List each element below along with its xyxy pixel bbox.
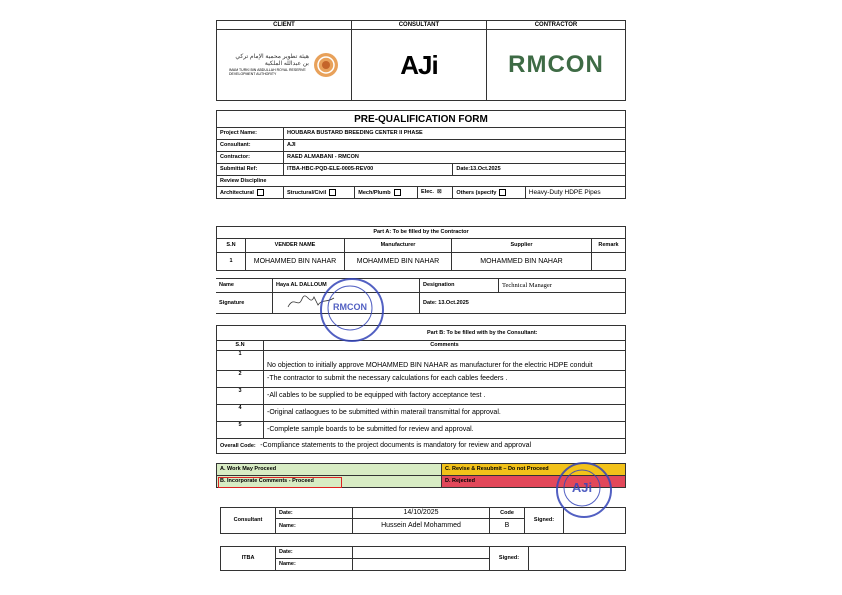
aji-stamp-text: AJi	[571, 480, 593, 495]
header-table	[216, 20, 626, 101]
itba-date-label: Date:	[276, 547, 353, 559]
code-b[interactable]: B. Incorporate Comments - Proceed	[217, 476, 442, 488]
part-a-vender-header: VENDER NAME	[246, 239, 345, 253]
part-a-row-remark	[592, 253, 626, 271]
discipline-structural[interactable]: Structural/Civil	[284, 187, 355, 199]
checkbox-architectural[interactable]	[257, 189, 264, 196]
table-row	[217, 422, 626, 439]
consultant-name-value: Hussein Adel Mohammed	[353, 519, 490, 534]
discipline-row	[217, 187, 626, 199]
discipline-others[interactable]: Others (specify	[453, 187, 525, 199]
discipline-elec[interactable]: Elec. ☒	[418, 187, 453, 199]
consultant-signed-label: Signed:	[525, 508, 564, 534]
table-row	[217, 388, 626, 405]
contractor-logo: RMCON	[486, 30, 625, 101]
project-name-value: HOUBARA BUSTARD BREEDING CENTER II PHASE	[284, 128, 626, 140]
code-c[interactable]: C. Revise & Resubmit – Do not Proceed	[442, 464, 626, 476]
code-d[interactable]: D. Rejected	[442, 476, 626, 488]
name-value: Haya AL DALLOUM	[273, 279, 420, 293]
signature-label: Signature	[216, 293, 273, 314]
part-a-manufacturer-header: Manufacturer	[345, 239, 452, 253]
part-a-supplier-header: Supplier	[452, 239, 592, 253]
signature-date: Date: 13.Oct.2025	[420, 293, 499, 314]
part-b-row-comment: No objection to initially approve MOHAMMED BIN NAHAR as manufacturer for the electric HDPE conduit	[264, 351, 626, 371]
name-label: Name	[216, 279, 273, 293]
project-name-label: Project Name:	[217, 128, 284, 140]
part-a-sn-header: S.N	[217, 239, 246, 253]
part-a-row-sn: 1	[217, 253, 246, 271]
part-a-row-vender: MOHAMMED BIN NAHAR	[246, 253, 345, 271]
submittal-date: Date:13.Oct.2025	[453, 164, 626, 176]
part-b-row-comment: -Original catlaogues to be submitted within materail transmittal for approval.	[264, 405, 626, 422]
consultant-name-label: Name:	[276, 519, 353, 534]
submittal-label: Submittal Ref:	[217, 164, 284, 176]
overall-code-label: Overall Code:	[220, 443, 256, 450]
contractor-field-value: RAED ALMABANI - RMCON	[284, 152, 626, 164]
part-b-row-sn: 2	[217, 371, 264, 388]
table-row	[217, 405, 626, 422]
itba-sign-table	[220, 546, 626, 571]
itba-name-field[interactable]	[353, 559, 490, 571]
part-a-sign-table	[216, 278, 626, 314]
contractor-label: CONTRACTOR	[486, 21, 625, 30]
itba-name-label: Name:	[276, 559, 353, 571]
checkbox-mech[interactable]	[394, 189, 401, 196]
table-row	[217, 351, 626, 371]
client-logo-text: IMAM TURKI BIN ABDULLAH ROYAL RESERVE DEVELOPMENT AUTHORITY	[228, 68, 306, 77]
part-b-row-comment: -All cables to be supplied to be equipped with factory acceptance test .	[264, 388, 626, 405]
others-value: Heavy-Duty HDPE Pipes	[525, 187, 625, 199]
part-a-title: Part A: To be filled by the Contractor	[217, 227, 626, 239]
aji-stamp	[556, 462, 612, 518]
code-label: Code	[490, 508, 525, 519]
itba-sign-label: ITBA	[221, 547, 276, 571]
itba-signed-field[interactable]	[529, 547, 626, 571]
part-b-table	[216, 325, 626, 454]
table-row	[217, 371, 626, 388]
itba-date-field[interactable]	[353, 547, 490, 559]
overall-code-row	[217, 439, 626, 454]
itba-signed-label: Signed:	[490, 547, 529, 571]
part-a-row-supplier: MOHAMMED BIN NAHAR	[452, 253, 592, 271]
part-a-remark-header: Remark	[592, 239, 626, 253]
consultant-label: CONSULTANT	[351, 21, 486, 30]
client-label: CLIENT	[217, 21, 352, 30]
discipline-architectural[interactable]: Architectural	[217, 187, 284, 199]
part-b-row-sn: 1	[217, 351, 264, 371]
consultant-date-label: Date:	[276, 508, 353, 519]
contractor-field-label: Contractor:	[217, 152, 284, 164]
part-b-row-comment: -The contractor to submit the necessary calculations for each cables feeders .	[264, 371, 626, 388]
checkbox-others[interactable]	[499, 189, 506, 196]
code-value: B	[490, 519, 525, 534]
part-b-title: Part B: To be filled with by the Consultant:	[217, 326, 626, 341]
consultant-logo: AJi	[351, 30, 486, 101]
form-title: PRE-QUALIFICATION FORM	[217, 111, 626, 128]
part-b-row-sn: 3	[217, 388, 264, 405]
overall-code-text: -Compliance statements to the project documents is mandatory for review and approval	[260, 442, 532, 450]
consultant-field-label: Consultant:	[217, 140, 284, 152]
part-b-row-sn: 5	[217, 422, 264, 439]
rmcon-stamp	[320, 278, 384, 342]
checkbox-elec[interactable]: ☒	[437, 188, 442, 195]
client-logo: هيئة تطوير محمية الإمام تركي بن عبدالله الملكية IMAM TURKI BIN ABDULLAH ROYAL RESERVE DEVELOPMENT AUTHORITY	[217, 30, 352, 101]
code-b-highlight-box	[218, 477, 342, 488]
discipline-mech[interactable]: Mech/Plumb	[355, 187, 418, 199]
consultant-sign-label: Consultant	[221, 508, 276, 534]
submittal-ref: ITBA-HBC-PQD-ELE-0005-REV00	[284, 164, 453, 176]
code-a[interactable]: A. Work May Proceed	[217, 464, 442, 476]
designation-label: Designation	[420, 279, 499, 293]
designation-value: Technical Manager	[499, 279, 626, 293]
part-a-row-manufacturer: MOHAMMED BIN NAHAR	[345, 253, 452, 271]
part-b-comments-header: Comments	[264, 341, 626, 351]
checkbox-structural[interactable]	[329, 189, 336, 196]
prequal-form-table	[216, 110, 626, 199]
rmcon-stamp-text: RMCON	[333, 302, 367, 312]
review-discipline-label: Review Discipline	[217, 176, 626, 187]
consultant-field-value: AJI	[284, 140, 626, 152]
consultant-date-value: 14/10/2025	[353, 508, 490, 519]
part-a-table	[216, 226, 626, 271]
client-emblem-icon	[313, 52, 339, 78]
part-b-row-sn: 4	[217, 405, 264, 422]
part-b-sn-header: S.N	[217, 341, 264, 351]
part-b-row-comment: -Complete sample boards to be submitted for review and approval.	[264, 422, 626, 439]
